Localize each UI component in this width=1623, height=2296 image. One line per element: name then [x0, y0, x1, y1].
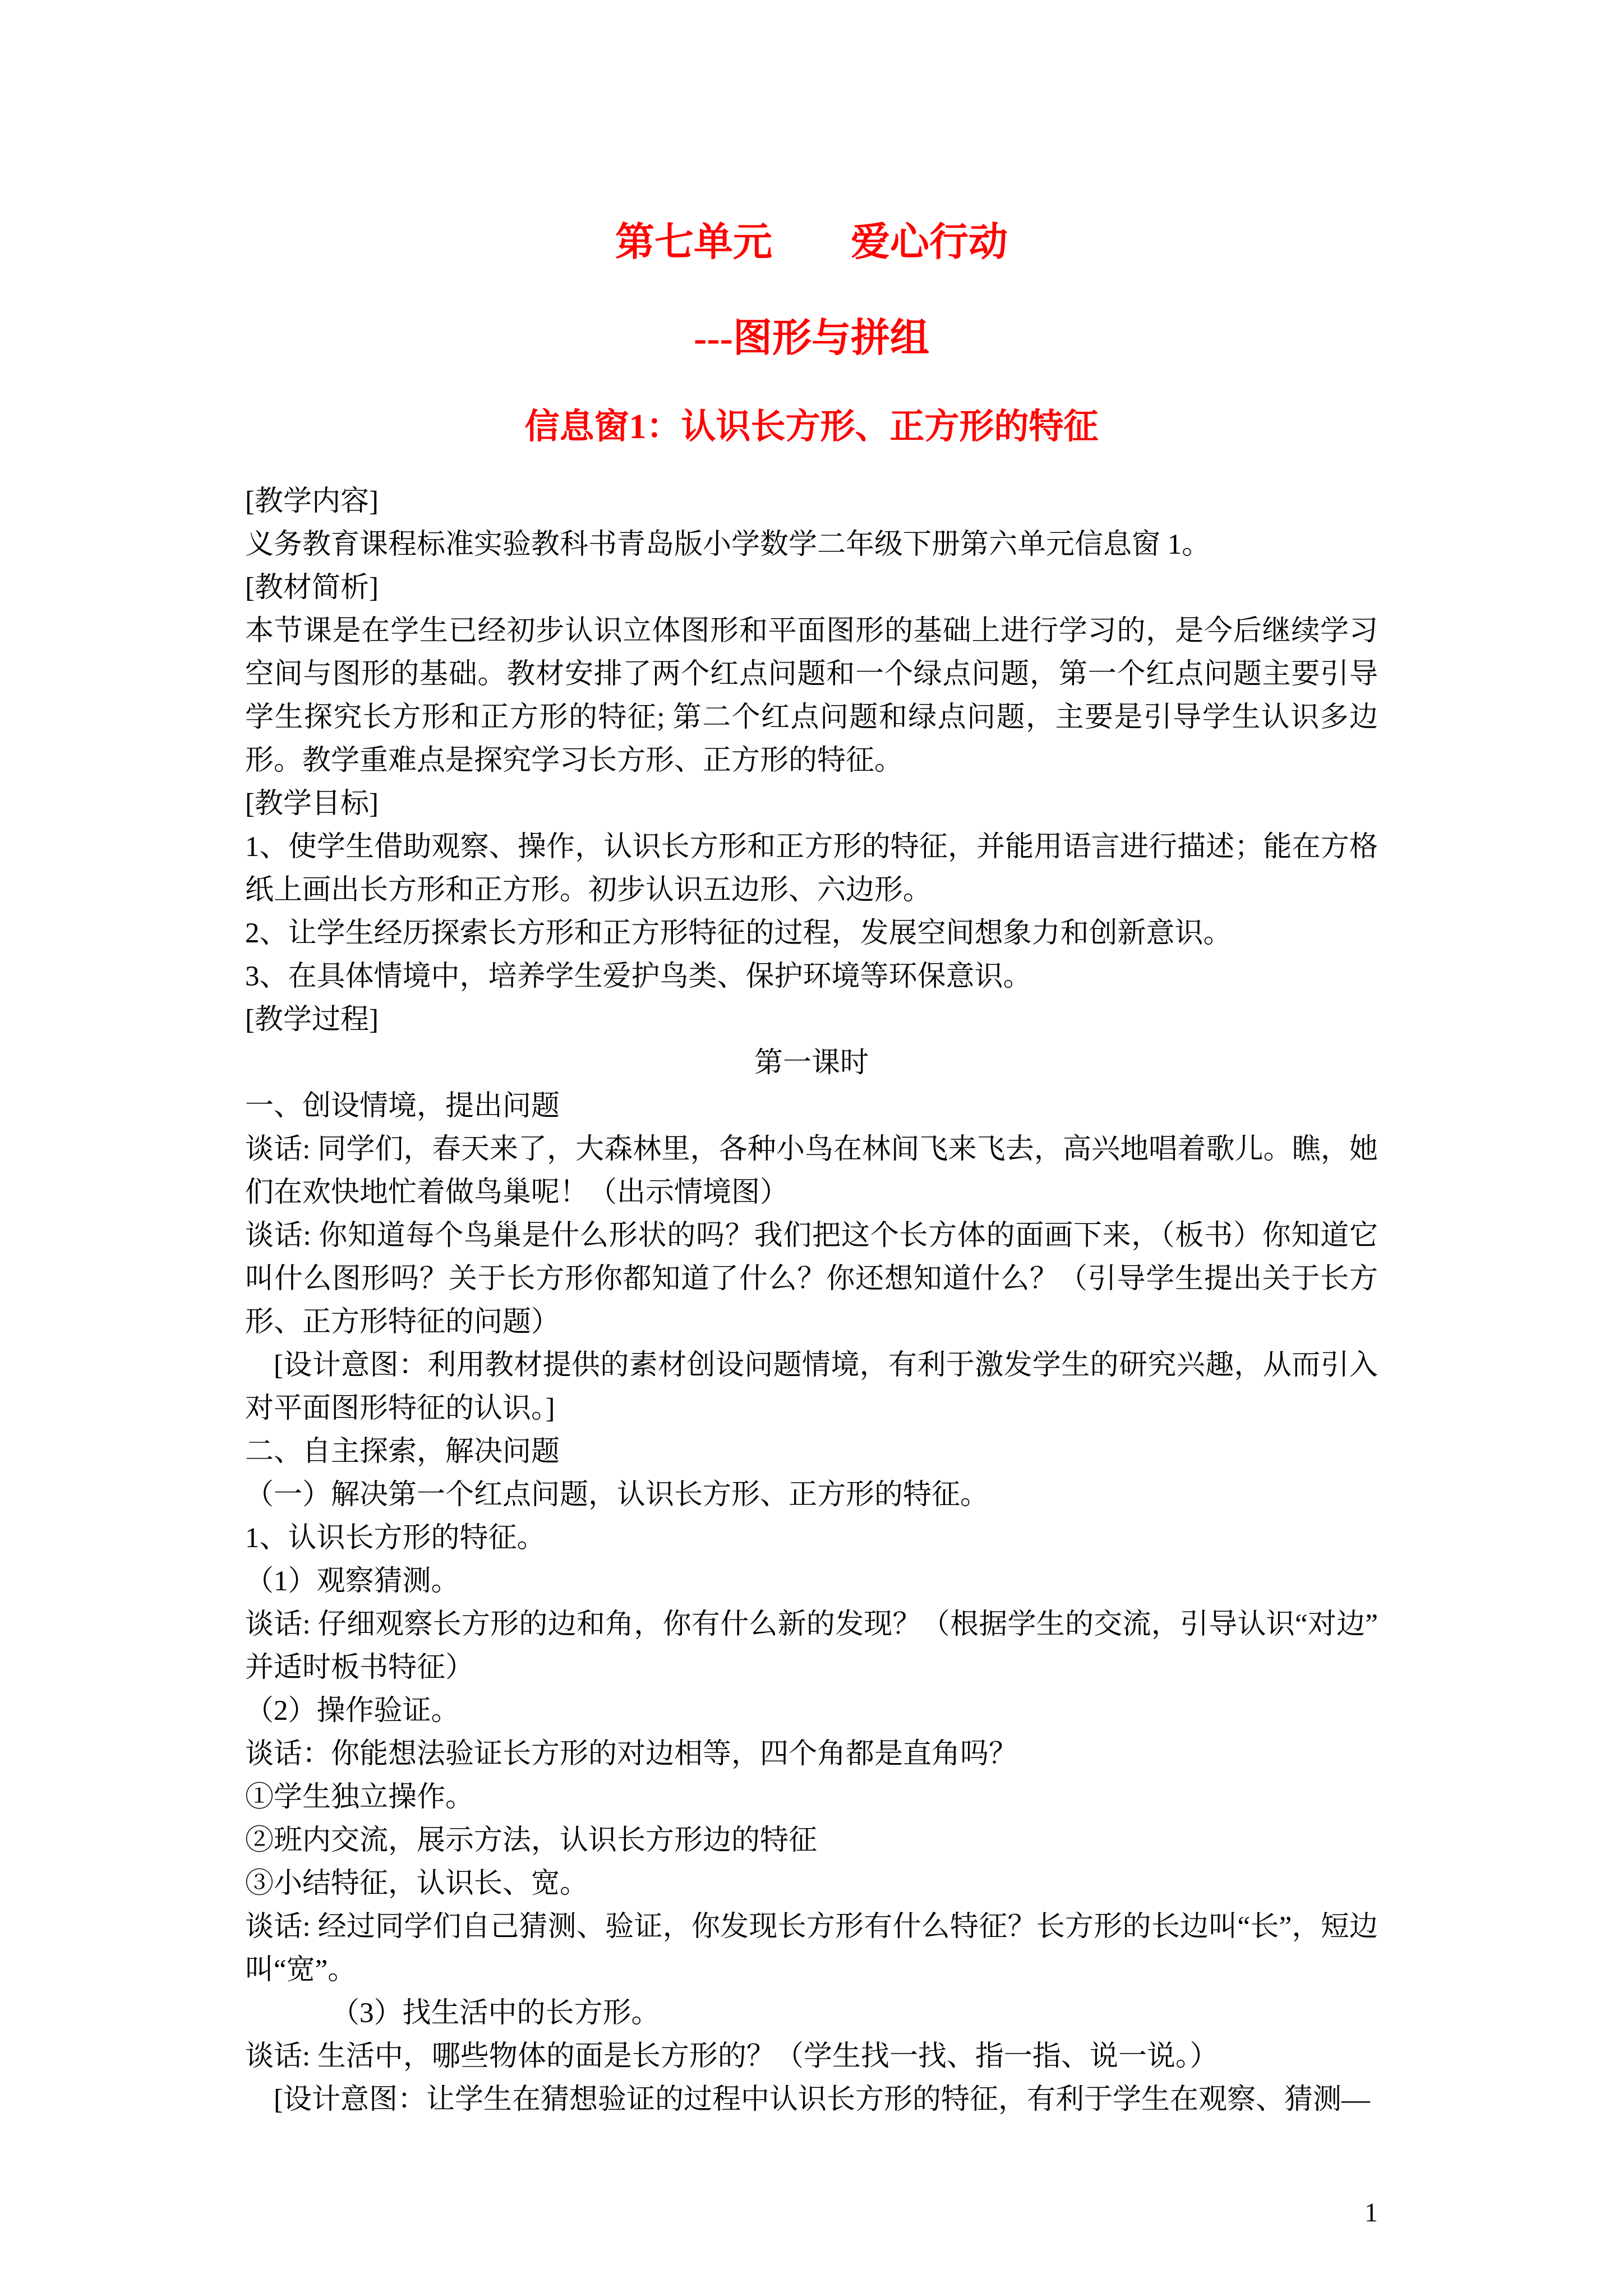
paragraph: 1、认识长方形的特征。	[245, 1522, 546, 1554]
paragraph: [教学目标]	[245, 788, 379, 820]
paragraph: 谈话: 生活中，哪些物体的面是长方形的？（学生找一找、指一指、说一说。）	[245, 2041, 1219, 2072]
page-number: 1	[1364, 2198, 1378, 2228]
paragraph: 义务教育课程标准实验教科书青岛版小学数学二年级下册第六单元信息窗 1。	[245, 529, 1211, 560]
paragraph: 谈话: 同学们，春天来了，大森林里，各种小鸟在林间飞来飞去，高兴地唱着歌儿。瞧，她们在欢快地忙着做鸟巢呢！（出示情境图）	[245, 1134, 1378, 1208]
paragraph: ③小结特征，认识长、宽。	[245, 1868, 589, 1899]
paragraph: 一、创设情境，提出问题	[245, 1091, 560, 1122]
paragraph: 3、在具体情境中，培养学生爱护鸟类、保护环境等环保意识。	[245, 961, 1032, 992]
paragraph: [设计意图：让学生在猜想验证的过程中认识长方形的特征，有利于学生在观察、猜测—	[274, 2084, 1370, 2115]
paragraph: 二、自主探索，解决问题	[245, 1436, 560, 1467]
document-body	[245, 480, 1393, 2122]
document-title-line-2: ---图形与拼组	[694, 317, 929, 360]
paragraph: ②班内交流，展示方法，认识长方形边的特征	[245, 1825, 818, 1856]
paragraph: [教学内容]	[245, 486, 379, 517]
paragraph: 2、让学生经历探索长方形和正方形特征的过程，发展空间想象力和创新意识。	[245, 918, 1232, 949]
paragraph: 谈话: 你知道每个鸟巢是什么形状的吗？我们把这个长方体的面画下来，（板书）你知道它叫什么图形吗？关于长方形你都知道了什么？你还想知道什么？（引导学生提出关于长方形、正方形特征的问题）	[245, 1220, 1378, 1338]
paragraph: 本节课是在学生已经初步认识立体图形和平面图形的基础上进行学习的，是今后继续学习空间与图形的基础。教材安排了两个红点问题和一个绿点问题，第一个红点问题主要引导学生探究长方形和正方形的特征; 第二个红点问题和绿点问题，主要是引导学生认识多边形。教学重难点是探究学习长方形、正方形的特征。	[245, 615, 1378, 776]
paragraph: ①学生独立操作。	[245, 1782, 474, 1813]
paragraph: 第一课时	[754, 1047, 869, 1079]
paragraph: [设计意图：利用教材提供的素材创设问题情境，有利于激发学生的研究兴趣，从而引入对平面图形特征的认识。]	[245, 1350, 1378, 1424]
paragraph: [教材简析]	[245, 572, 379, 604]
paragraph: [教学过程]	[245, 1004, 379, 1036]
paragraph: 谈话: 仔细观察长方形的边和角，你有什么新的发现？（根据学生的交流，引导认识“对边” 并适时板书特征）	[245, 1609, 1393, 1683]
paragraph: 1、使学生借助观察、操作，认识长方形和正方形的特征，并能用语言进行描述；能在方格纸上画出长方形和正方形。初步认识五边形、六边形。	[245, 831, 1378, 906]
paragraph: （1）观察猜测。	[245, 1566, 460, 1597]
document-title-line-1: 第七单元 爱心行动	[615, 221, 1008, 264]
paragraph: 谈话：你能想法验证长方形的对边相等，四个角都是直角吗？	[245, 1738, 1018, 1770]
document-title-line-3: 信息窗1：认识长方形、正方形的特征	[524, 408, 1099, 446]
paragraph: （2）操作验证。	[245, 1695, 460, 1727]
paragraph: （3）找生活中的长方形。	[331, 1998, 660, 2029]
paragraph: （一）解决第一个红点问题，认识长方形、正方形的特征。	[245, 1479, 989, 1511]
paragraph: 谈话: 经过同学们自己猜测、验证，你发现长方形有什么特征？长方形的长边叫“长”，短边叫“宽”。	[245, 1911, 1378, 1986]
